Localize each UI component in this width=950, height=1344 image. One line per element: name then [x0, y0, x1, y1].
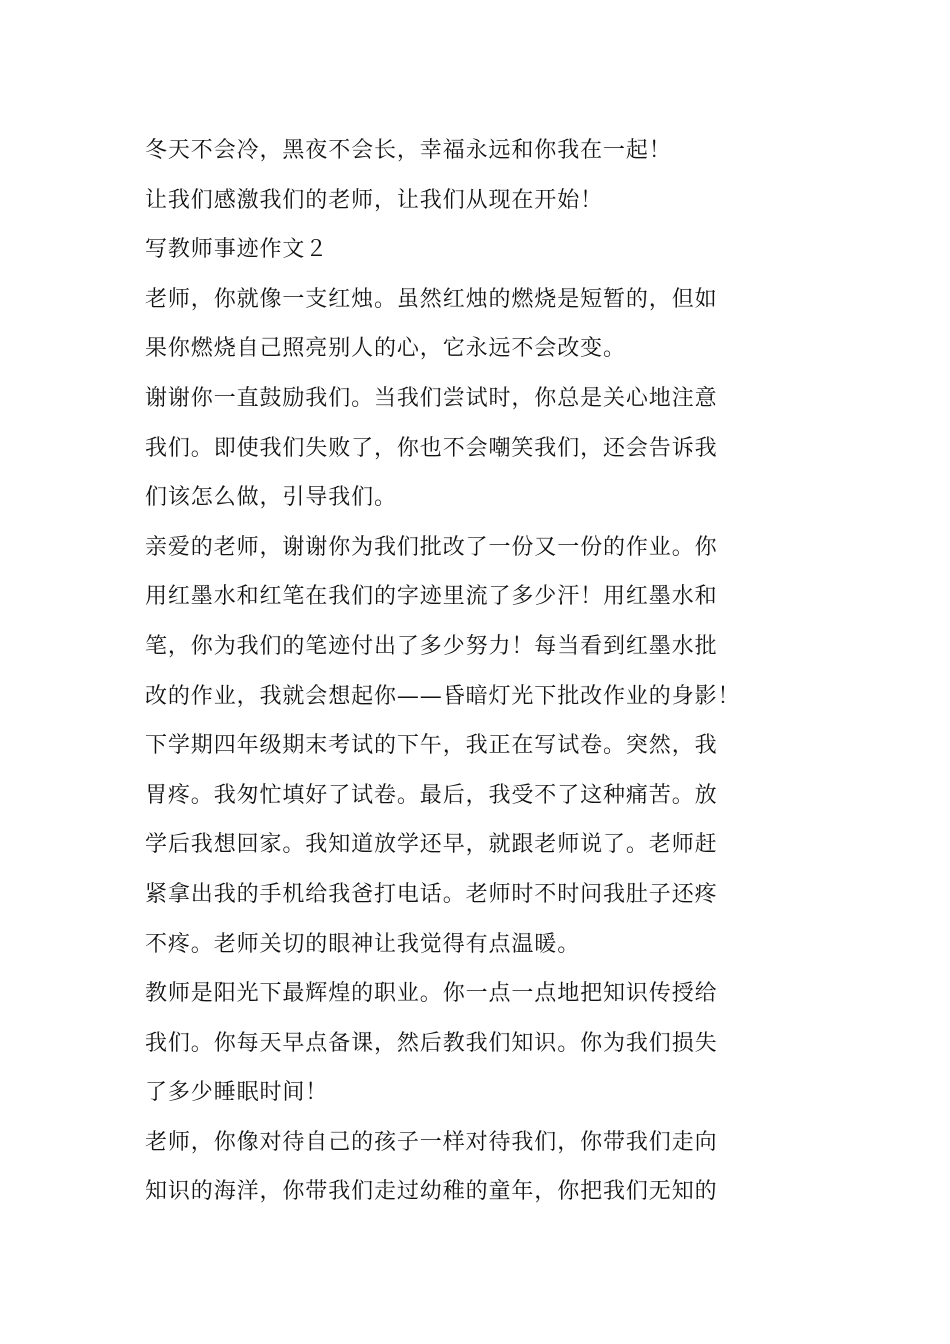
- text-line: 学后我想回家。我知道放学还早，就跟老师说了。老师赶: [145, 832, 718, 858]
- text-line: 老师，你像对待自己的孩子一样对待我们，你带我们走向: [145, 1129, 718, 1155]
- section-title: 写教师事迹作文２: [145, 237, 329, 263]
- text-line: 老师，你就像一支红烛。虽然红烛的燃烧是短暂的，但如: [145, 286, 718, 312]
- text-line: 知识的海洋，你带我们走过幼稚的童年，你把我们无知的: [145, 1179, 718, 1205]
- text-line: 让我们感激我们的老师，让我们从现在开始！: [145, 187, 604, 213]
- text-line: 我们。即使我们失败了，你也不会嘲笑我们，还会告诉我: [145, 435, 718, 461]
- text-line: 亲爱的老师，谢谢你为我们批改了一份又一份的作业。你: [145, 534, 718, 560]
- text-line: 改的作业，我就会想起你——昏暗灯光下批改作业的身影！: [145, 683, 741, 709]
- text-line: 不疼。老师关切的眼神让我觉得有点温暖。: [145, 931, 581, 957]
- text-line: 们该怎么做，引导我们。: [145, 485, 397, 511]
- text-line: 笔，你为我们的笔迹付出了多少努力！每当看到红墨水批: [145, 633, 718, 659]
- text-line: 紧拿出我的手机给我爸打电话。老师时不时问我肚子还疼: [145, 881, 718, 907]
- text-line: 谢谢你一直鼓励我们。当我们尝试时，你总是关心地注意: [145, 385, 718, 411]
- document-body: [145, 126, 810, 1217]
- text-line: 用红墨水和红笔在我们的字迹里流了多少汗！用红墨水和: [145, 584, 718, 610]
- text-line: 了多少睡眠时间！: [145, 1080, 329, 1106]
- text-line: 胃疼。我匆忙填好了试卷。最后，我受不了这种痛苦。放: [145, 782, 718, 808]
- text-line: 冬天不会冷，黑夜不会长，幸福永远和你我在一起！: [145, 138, 672, 163]
- text-line: 下学期四年级期末考试的下午，我正在写试卷。突然，我: [145, 733, 718, 759]
- text-line: 教师是阳光下最辉煌的职业。你一点一点地把知识传授给: [145, 981, 718, 1007]
- text-line: 果你燃烧自己照亮别人的心，它永远不会改变。: [145, 336, 626, 362]
- text-line: 我们。你每天早点备课，然后教我们知识。你为我们损失: [145, 1030, 718, 1056]
